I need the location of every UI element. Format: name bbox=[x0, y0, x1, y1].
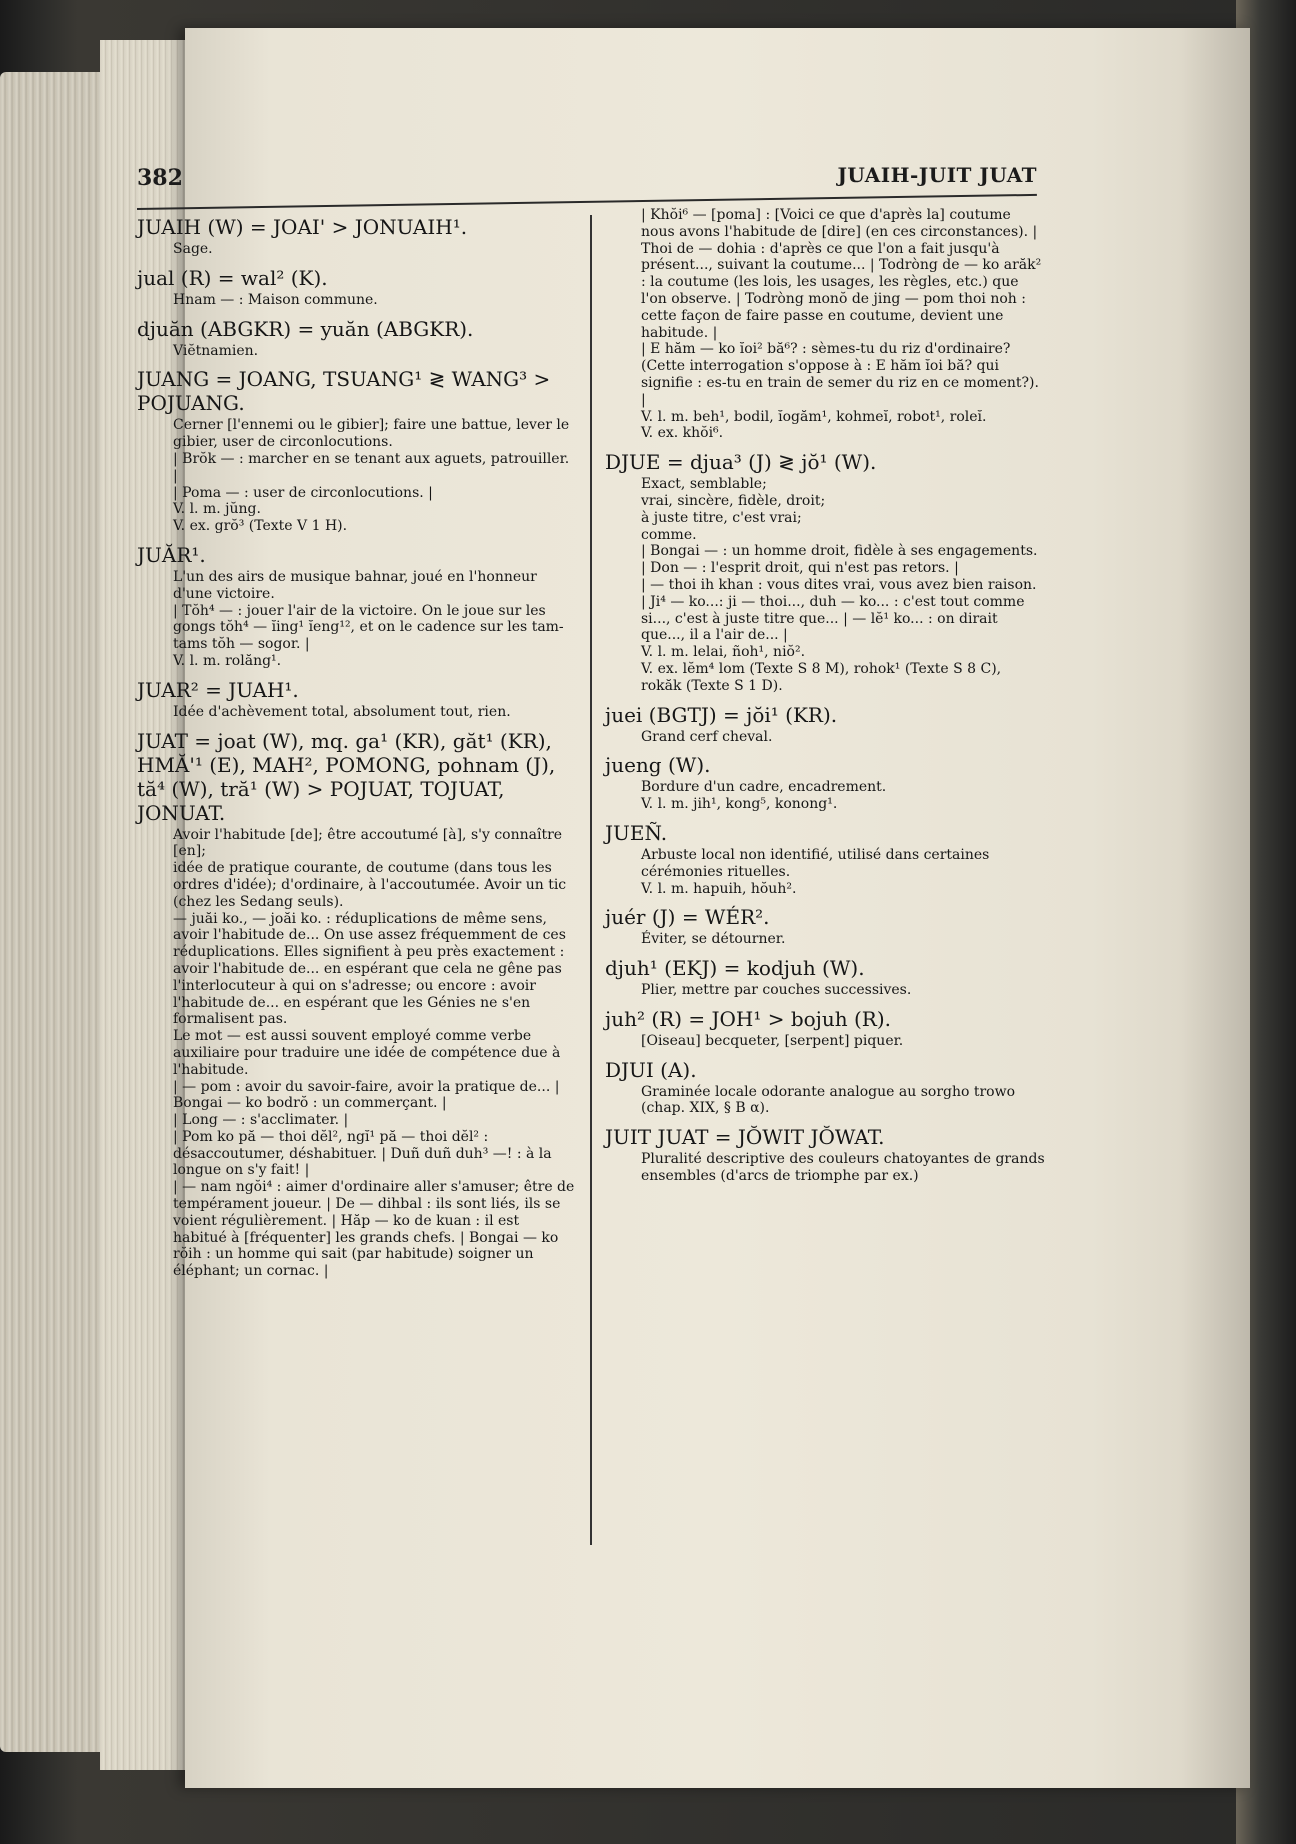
dictionary-entry bbox=[137, 678, 577, 721]
dictionary-entry bbox=[605, 207, 1045, 442]
entry-headword: jual (R) = wal² (K). bbox=[137, 265, 328, 290]
definition-line: — juăi ko., — joăi ko. : réduplications de même sens, avoir l'habitude de... On use assez fréquemment de ces réduplications. Elles signifient à peu près exactement : avoir l'habitude de... en espérant que cela ne gêne pas l'interlocuteur à qui on s'adresse; ou encore : avoir l'habitude de... en espérant que les Génies ne s'en formalisent pas. bbox=[173, 910, 566, 1028]
entry-headword: jueng (W). bbox=[605, 753, 711, 778]
entry-headword: JUAT = joat (W), mq. ga¹ (KR), găt¹ (KR), HMĂ'¹ (E), MAH², POMONG, pohnam (J), tă⁴ (W), tră¹ (W) > POJUAT, TOJUAT, JONUAT. bbox=[137, 728, 556, 825]
definition-line: Avoir l'habitude [de]; être accoutumé [à], s'y connaître [en]; bbox=[173, 826, 563, 860]
entry-headword: juér (J) = WÉR². bbox=[605, 905, 770, 930]
definition-line: comme. bbox=[641, 526, 697, 543]
entry-definitions bbox=[641, 1151, 1045, 1185]
definition-line: | Brŏk — : marcher en se tenant aux aguets, patrouiller. | bbox=[173, 450, 570, 484]
definition-line: V. ex. grŏ³ (Texte V 1 H). bbox=[173, 518, 348, 535]
definition-line: | — thoi ih khan : vous dites vrai, vous avez bien raison. | Ji⁴ — ko...: ji — thoi..., duh — ko... : c'est tout comme si..., c'est à juste titre que... | — lĕ¹ ko... : on dirait que..., il a l'air de... | bbox=[641, 576, 1037, 644]
definition-line: [Oiseau] becqueter, [serpent] piquer. bbox=[641, 1032, 904, 1049]
entry-headword: JUAR² = JUAH¹. bbox=[137, 677, 299, 702]
entry-definitions bbox=[173, 241, 577, 258]
entry-definitions bbox=[173, 569, 577, 670]
entry-headword: DJUI (A). bbox=[605, 1057, 697, 1082]
definition-line: | Khŏi⁶ — [poma] : [Voici ce que d'après la] coutume nous avons l'habitude de [dire] (en ces circonstances). | Thoi de — dohia : d'après ce que l'on a fait jusqu'à présent..., suivant la coutume... | Todròng de — ko arăk² : la coutume (les lois, les usages, les règles, etc.) que l'on observe. | Todròng monŏ de jing — pom thoi noh : cette façon de faire passe en coutume, devient une habitude. | bbox=[641, 207, 1042, 341]
definition-line: | Bongai — : un homme droit, fidèle à ses engagements. | Don — : l'esprit droit, qui n'est pas retors. | bbox=[641, 543, 1038, 577]
definition-line: | — pom : avoir du savoir-faire, avoir la pratique de... | Bongai — ko bodrŏ : un commerçant. | bbox=[173, 1078, 560, 1112]
dictionary-entry bbox=[605, 1058, 1045, 1118]
entry-headword: JUEÑ. bbox=[605, 820, 668, 845]
entry-definitions bbox=[173, 417, 577, 535]
definition-line: V. l. m. rolăng¹. bbox=[173, 652, 282, 669]
entry-headword: JUAIH (W) = JOAI' > JONUAIH¹. bbox=[137, 215, 468, 239]
entry-headword: juei (BGTJ) = jŏi¹ (KR). bbox=[605, 702, 838, 727]
dictionary-entry bbox=[605, 956, 1045, 999]
dictionary-entry bbox=[605, 821, 1045, 897]
dictionary-entry bbox=[137, 729, 577, 1281]
definition-line: | Long — : s'acclimater. | bbox=[173, 1112, 349, 1129]
dictionary-entry bbox=[605, 703, 1045, 746]
definition-line: idée de pratique courante, de coutume (dans tous les ordres d'idée); d'ordinaire, à l'accoutumée. Avoir un tic (chez les Sedang seuls). bbox=[173, 860, 567, 910]
entry-headword: JUANG = JOANG, TSUANG¹ ≷ WANG³ > POJUANG. bbox=[137, 367, 551, 416]
entry-definitions bbox=[641, 779, 1045, 813]
entry-definitions bbox=[173, 343, 577, 360]
dictionary-entry bbox=[605, 753, 1045, 813]
entry-definitions bbox=[641, 982, 1045, 999]
dictionary-entry bbox=[605, 1007, 1045, 1050]
definition-line: V. l. m. lelai, ñoh¹, niŏ². bbox=[641, 644, 806, 661]
definition-line: Plier, mettre par couches successives. bbox=[641, 982, 912, 999]
definition-line: | Tŏh⁴ — : jouer l'air de la victoire. On le joue sur les gongs tŏh⁴ — ĭing¹ ĭeng¹², et on le cadence sur les tam-tams tŏh — sogor. | bbox=[173, 602, 564, 653]
dictionary-entry bbox=[137, 266, 577, 309]
entry-headword: JUĂR¹. bbox=[137, 542, 206, 567]
entry-definitions bbox=[641, 931, 1045, 948]
definition-line: V. l. m. jih¹, kong⁵, konong¹. bbox=[641, 796, 838, 813]
definition-line: Idée d'achèvement total, absolument tout, rien. bbox=[173, 703, 511, 720]
definition-line: V. l. m. jŭng. bbox=[173, 501, 261, 518]
dictionary-entry bbox=[137, 215, 577, 258]
definition-line: L'un des airs de musique bahnar, joué en l'honneur d'une victoire. bbox=[173, 568, 537, 602]
definition-line: Graminée locale odorante analogue au sorgho trowo (chap. XIX, § B α). bbox=[641, 1083, 1016, 1117]
definition-line: Sage. bbox=[173, 241, 213, 257]
column-rule bbox=[590, 215, 592, 1545]
definition-line: V. ex. lĕm⁴ lom (Texte S 8 M), rohok¹ (Texte S 8 C), rokăk (Texte S 1 D). bbox=[641, 660, 1002, 694]
definition-line: | E hăm — ko ĭoi² bă⁶? : sèmes-tu du riz d'ordinaire? (Cette interrogation s'oppose à : E hăm ĭoi bă? qui signifie : es-tu en train de semer du riz en ce moment?). | bbox=[641, 341, 1039, 408]
definition-line: Le mot — est aussi souvent employé comme verbe auxiliaire pour traduire une idée de compétence due à l'habitude. bbox=[173, 1028, 561, 1078]
running-head: JUAIH-JUIT JUAT bbox=[837, 163, 1037, 187]
definition-line: Cerner [l'ennemi ou le gibier]; faire une battue, lever le gibier, user de circonlocutions. bbox=[173, 417, 570, 451]
definition-line: vrai, sincère, fidèle, droit; bbox=[641, 492, 826, 509]
entry-headword: djuh¹ (EKJ) = kodjuh (W). bbox=[605, 956, 865, 981]
definition-line: Hnam — : Maison commune. bbox=[173, 291, 378, 308]
entry-definitions bbox=[641, 207, 1045, 442]
definition-line: V. l. m. hapuih, hŏuh². bbox=[641, 880, 797, 897]
entry-definitions bbox=[173, 827, 577, 1281]
entry-headword: djuăn (ABGKR) = yuăn (ABGKR). bbox=[137, 316, 474, 341]
page-gutter bbox=[1180, 28, 1250, 1788]
definition-line: | Poma — : user de circonlocutions. | bbox=[173, 484, 433, 501]
left-column bbox=[137, 215, 577, 1288]
entry-definitions bbox=[641, 847, 1045, 897]
page-header bbox=[137, 165, 1037, 205]
page-number: 382 bbox=[137, 165, 183, 191]
definition-line: V. l. m. beh¹, bodil, ĭogăm¹, kohmeĭ, robot¹, roleĭ. bbox=[641, 408, 987, 425]
entry-definitions bbox=[641, 1084, 1045, 1118]
entry-definitions bbox=[641, 476, 1045, 694]
definition-line: Viĕtnamien. bbox=[173, 342, 259, 359]
dictionary-entry bbox=[605, 450, 1045, 694]
definition-line: Exact, semblable; bbox=[641, 476, 767, 493]
dictionary-entry bbox=[137, 367, 577, 535]
right-column bbox=[605, 205, 1045, 1193]
definition-line: Pluralité descriptive des couleurs chatoyantes de grands ensembles (d'arcs de triomphe par ex.) bbox=[641, 1151, 1045, 1185]
definition-line: | Pom ko pă — thoi dĕl², ngĭ¹ pă — thoi dĕl² : désaccoutumer, déshabituer. | Duñ duñ duh³ —! : à la longue on s'y fait! | bbox=[173, 1128, 552, 1179]
dictionary-entry bbox=[605, 905, 1045, 948]
entry-definitions bbox=[641, 1033, 1045, 1050]
definition-line: | — nam ngŏi⁴ : aimer d'ordinaire aller s'amuser; être de tempérament joueur. | De — dihbal : ils sont liés, ils se voient régulièrement. | Hăp — ko de kuan : il est habitué à [fréquenter] les grands chefs. | Bongai — ko rŏih : un homme qui sait (par habitude) soigner un éléphant; un cornac. | bbox=[173, 1179, 575, 1280]
dictionary-entry bbox=[137, 317, 577, 360]
definition-line: à juste titre, c'est vrai; bbox=[641, 509, 802, 526]
dictionary-entry bbox=[605, 1125, 1045, 1185]
definition-line: Arbuste local non identifié, utilisé dans certaines cérémonies rituelles. bbox=[641, 846, 990, 880]
definition-line: Grand cerf cheval. bbox=[641, 728, 773, 745]
entry-headword: juh² (R) = JOH¹ > bojuh (R). bbox=[605, 1006, 892, 1031]
dictionary-entry bbox=[137, 543, 577, 670]
entry-definitions bbox=[641, 729, 1045, 746]
definition-line: V. ex. khŏi⁶. bbox=[641, 425, 724, 442]
entry-definitions bbox=[173, 292, 577, 309]
entry-headword: DJUE = djua³ (J) ≷ jŏ¹ (W). bbox=[605, 450, 877, 475]
definition-line: Éviter, se détourner. bbox=[641, 931, 786, 948]
entry-headword: JUIT JUAT = JŎWIT JŎWAT. bbox=[605, 1125, 885, 1150]
definition-line: Bordure d'un cadre, encadrement. bbox=[641, 779, 887, 796]
entry-definitions bbox=[173, 704, 577, 721]
